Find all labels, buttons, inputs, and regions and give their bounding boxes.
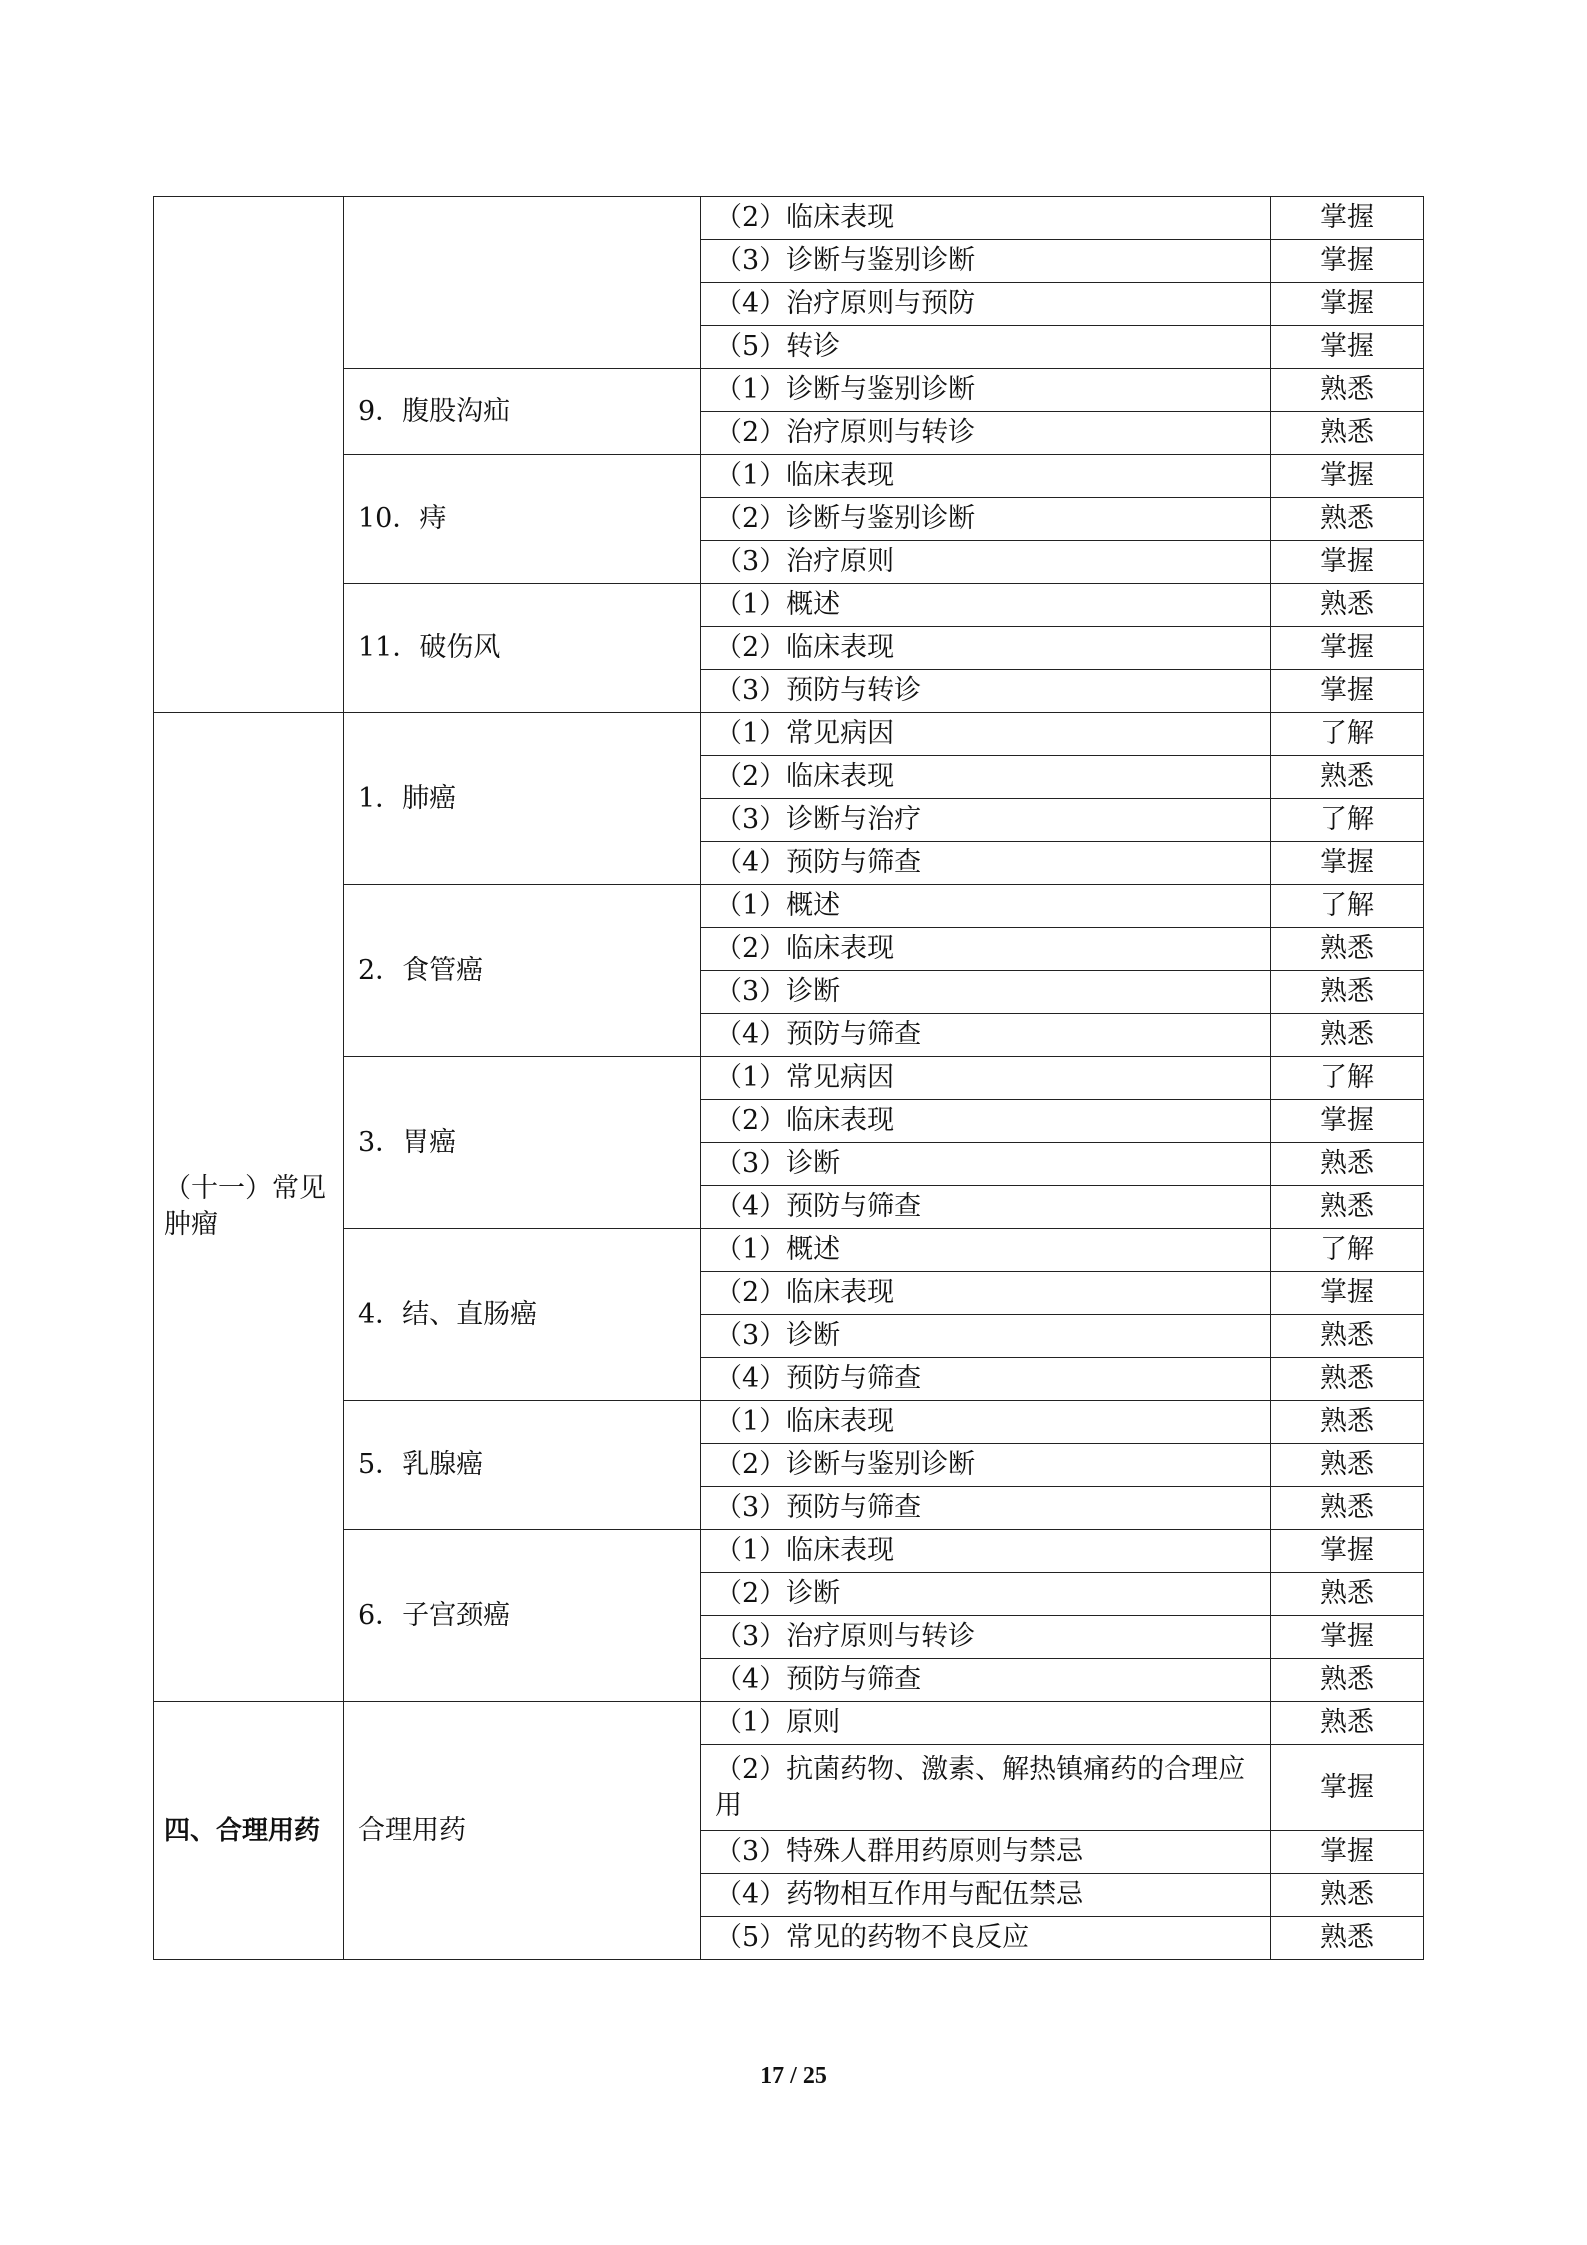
topic-cell: 1．肺癌 bbox=[344, 713, 701, 885]
content-cell: （1）临床表现 bbox=[701, 1401, 1271, 1444]
content-cell: （4）预防与筛查 bbox=[701, 1014, 1271, 1057]
content-cell: （5）常见的药物不良反应 bbox=[701, 1917, 1271, 1960]
level-cell: 了解 bbox=[1271, 799, 1424, 842]
level-cell: 熟悉 bbox=[1271, 412, 1424, 455]
topic-cell: 9．腹股沟疝 bbox=[344, 369, 701, 455]
level-cell: 掌握 bbox=[1271, 326, 1424, 369]
table-row bbox=[154, 1229, 1424, 1272]
content-cell: （3）治疗原则与转诊 bbox=[701, 1616, 1271, 1659]
topic-cell bbox=[344, 197, 701, 369]
content-cell: （2）抗菌药物、激素、解热镇痛药的合理应用 bbox=[701, 1745, 1271, 1831]
table-row bbox=[154, 1702, 1424, 1745]
level-cell: 熟悉 bbox=[1271, 1186, 1424, 1229]
content-cell: （1）原则 bbox=[701, 1702, 1271, 1745]
level-cell: 熟悉 bbox=[1271, 1358, 1424, 1401]
level-cell: 掌握 bbox=[1271, 1100, 1424, 1143]
content-cell: （2）临床表现 bbox=[701, 627, 1271, 670]
topic-cell: 6．子宫颈癌 bbox=[344, 1530, 701, 1702]
level-cell: 熟悉 bbox=[1271, 1143, 1424, 1186]
content-cell: （1）常见病因 bbox=[701, 1057, 1271, 1100]
category-cell: 四、合理用药 bbox=[154, 1702, 344, 1960]
level-cell: 了解 bbox=[1271, 1229, 1424, 1272]
topic-cell: 合理用药 bbox=[344, 1702, 701, 1960]
level-cell: 掌握 bbox=[1271, 670, 1424, 713]
content-cell: （2）临床表现 bbox=[701, 756, 1271, 799]
level-cell: 掌握 bbox=[1271, 1616, 1424, 1659]
content-cell: （1）概述 bbox=[701, 1229, 1271, 1272]
topic-cell: 5．乳腺癌 bbox=[344, 1401, 701, 1530]
content-cell: （4）预防与筛查 bbox=[701, 842, 1271, 885]
level-cell: 熟悉 bbox=[1271, 928, 1424, 971]
level-cell: 掌握 bbox=[1271, 627, 1424, 670]
level-cell: 掌握 bbox=[1271, 1745, 1424, 1831]
topic-cell: 3．胃癌 bbox=[344, 1057, 701, 1229]
content-cell: （1）诊断与鉴别诊断 bbox=[701, 369, 1271, 412]
content-cell: （1）概述 bbox=[701, 885, 1271, 928]
level-cell: 掌握 bbox=[1271, 240, 1424, 283]
level-cell: 熟悉 bbox=[1271, 1702, 1424, 1745]
content-cell: （2）临床表现 bbox=[701, 1272, 1271, 1315]
content-cell: （3）特殊人群用药原则与禁忌 bbox=[701, 1831, 1271, 1874]
table-row bbox=[154, 885, 1424, 928]
table-row bbox=[154, 713, 1424, 756]
table-row bbox=[154, 584, 1424, 627]
content-cell: （3）诊断与治疗 bbox=[701, 799, 1271, 842]
content-cell: （4）预防与筛查 bbox=[701, 1358, 1271, 1401]
content-cell: （5）转诊 bbox=[701, 326, 1271, 369]
level-cell: 熟悉 bbox=[1271, 1315, 1424, 1358]
table-row bbox=[154, 455, 1424, 498]
level-cell: 掌握 bbox=[1271, 842, 1424, 885]
level-cell: 掌握 bbox=[1271, 283, 1424, 326]
level-cell: 熟悉 bbox=[1271, 1444, 1424, 1487]
content-cell: （2）临床表现 bbox=[701, 1100, 1271, 1143]
topic-cell: 4．结、直肠癌 bbox=[344, 1229, 701, 1401]
level-cell: 掌握 bbox=[1271, 197, 1424, 240]
level-cell: 熟悉 bbox=[1271, 1917, 1424, 1960]
level-cell: 掌握 bbox=[1271, 541, 1424, 584]
content-cell: （4）治疗原则与预防 bbox=[701, 283, 1271, 326]
content-cell: （3）预防与筛查 bbox=[701, 1487, 1271, 1530]
level-cell: 熟悉 bbox=[1271, 1659, 1424, 1702]
content-cell: （2）临床表现 bbox=[701, 928, 1271, 971]
content-cell: （3）诊断 bbox=[701, 1143, 1271, 1186]
level-cell: 熟悉 bbox=[1271, 1874, 1424, 1917]
content-cell: （2）诊断与鉴别诊断 bbox=[701, 498, 1271, 541]
category-cell bbox=[154, 197, 344, 713]
level-cell: 熟悉 bbox=[1271, 1401, 1424, 1444]
level-cell: 熟悉 bbox=[1271, 498, 1424, 541]
level-cell: 熟悉 bbox=[1271, 756, 1424, 799]
level-cell: 熟悉 bbox=[1271, 1014, 1424, 1057]
content-cell: （2）临床表现 bbox=[701, 197, 1271, 240]
level-cell: 熟悉 bbox=[1271, 584, 1424, 627]
level-cell: 了解 bbox=[1271, 885, 1424, 928]
content-cell: （3）预防与转诊 bbox=[701, 670, 1271, 713]
content-cell: （1）概述 bbox=[701, 584, 1271, 627]
topic-cell: 11．破伤风 bbox=[344, 584, 701, 713]
level-cell: 了解 bbox=[1271, 713, 1424, 756]
content-cell: （3）诊断与鉴别诊断 bbox=[701, 240, 1271, 283]
content-cell: （4）预防与筛查 bbox=[701, 1186, 1271, 1229]
content-cell: （2）诊断 bbox=[701, 1573, 1271, 1616]
content-cell: （1）常见病因 bbox=[701, 713, 1271, 756]
level-cell: 熟悉 bbox=[1271, 1573, 1424, 1616]
content-cell: （3）治疗原则 bbox=[701, 541, 1271, 584]
content-cell: （1）临床表现 bbox=[701, 1530, 1271, 1573]
page-number: 17 / 25 bbox=[760, 2063, 827, 2089]
content-cell: （3）诊断 bbox=[701, 971, 1271, 1014]
category-cell: （十一）常见肿瘤 bbox=[154, 713, 344, 1702]
table-row bbox=[154, 1530, 1424, 1573]
level-cell: 了解 bbox=[1271, 1057, 1424, 1100]
content-cell: （2）诊断与鉴别诊断 bbox=[701, 1444, 1271, 1487]
content-cell: （1）临床表现 bbox=[701, 455, 1271, 498]
table-row bbox=[154, 1401, 1424, 1444]
content-cell: （4）预防与筛查 bbox=[701, 1659, 1271, 1702]
content-cell: （2）治疗原则与转诊 bbox=[701, 412, 1271, 455]
level-cell: 熟悉 bbox=[1271, 369, 1424, 412]
level-cell: 熟悉 bbox=[1271, 1487, 1424, 1530]
level-cell: 掌握 bbox=[1271, 1831, 1424, 1874]
syllabus-table bbox=[153, 196, 1424, 1960]
level-cell: 掌握 bbox=[1271, 1530, 1424, 1573]
topic-cell: 10．痔 bbox=[344, 455, 701, 584]
level-cell: 掌握 bbox=[1271, 455, 1424, 498]
table-row bbox=[154, 197, 1424, 240]
content-cell: （4）药物相互作用与配伍禁忌 bbox=[701, 1874, 1271, 1917]
table-row bbox=[154, 369, 1424, 412]
level-cell: 熟悉 bbox=[1271, 971, 1424, 1014]
level-cell: 掌握 bbox=[1271, 1272, 1424, 1315]
table-row bbox=[154, 1057, 1424, 1100]
content-cell: （3）诊断 bbox=[701, 1315, 1271, 1358]
topic-cell: 2．食管癌 bbox=[344, 885, 701, 1057]
